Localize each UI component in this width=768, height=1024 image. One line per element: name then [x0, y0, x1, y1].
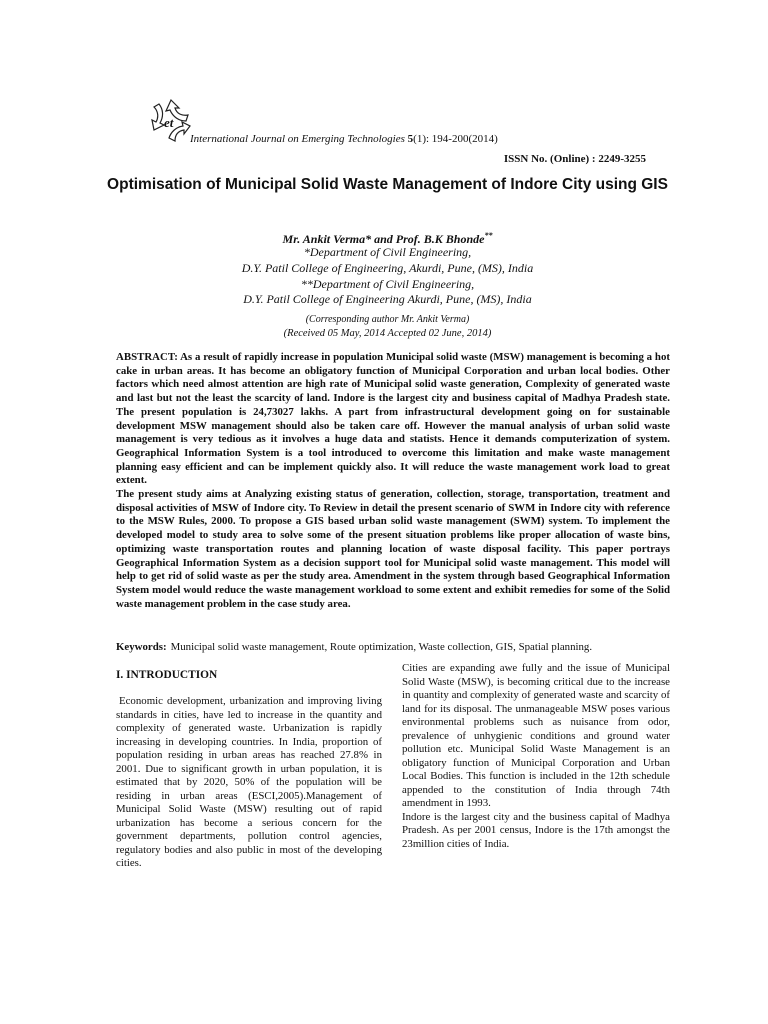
journal-issue-pages: (1): 194-200(2014)	[413, 133, 498, 145]
affiliation-4: D.Y. Patil College of Engineering Akurdi, Pune, (MS), India	[243, 292, 532, 306]
logo-text: et	[164, 115, 174, 130]
journal-citation	[190, 133, 498, 145]
author-sup: **	[484, 231, 493, 240]
keywords	[116, 641, 670, 654]
journal-logo	[146, 96, 196, 144]
received-dates: (Received 05 May, 2014 Accepted 02 June, 2014)	[283, 328, 492, 339]
keywords-text: Municipal solid waste management, Route optimization, Waste collection, GIS, Spatial planning.	[170, 641, 593, 653]
affiliation-2: D.Y. Patil College of Engineering, Akurdi, Pune, (MS), India	[241, 261, 534, 275]
right-column	[402, 662, 670, 851]
journal-volume: 5	[407, 133, 414, 145]
left-column	[116, 668, 382, 871]
abstract-paragraph-1: ABSTRACT: As a result of rapidly increase in population Municipal solid waste (MSW) management is becoming a hot cake in urban areas. It has become an obligatory function of Municipal Corporation and urban local bodies. Other factors which need almost attention are high rate of Municipal solid waste generation, Complexity of generated waste and last but not the least the scarcity of land. Indore is the largest city and business capital of Madhya Pradesh state. The present population is 24,73027 lakhs. A part from infrastructural development going on for sustainable development MSW management should also be taken care off. However the manual analysis of urban solid waste management is very tedious as it involves a huge data and statists. Hence it demands computerization of system. Geographical Information System is a tool introduced to overcome this limitation and make waste management planning easy efficient and can be implement quickly also. It will reduce the waste management work load to great extent.	[116, 351, 670, 487]
intro-paragraph-3: Indore is the largest city and the business capital of Madhya Pradesh. As per 2001 census, Indore is the 17th amongst the 23million cities of India.	[402, 810, 670, 850]
keywords-label: Keywords:	[116, 641, 167, 653]
corresponding-author: (Corresponding author Mr. Ankit Verma)	[305, 314, 470, 325]
intro-paragraph-2: Cities are expanding awe fully and the issue of Municipal Solid Waste (MSW), is becoming critical due to the increase in quantity and complexity of generated waste and scarcity of land for its disposal. The unmanageable MSW poses various environmental problems such as nuisance from odor, prevalence of unhygienic conditions and ground water pollution etc. Municipal Solid Waste Management is an obligatory function of Municipal Corporation and Urban Local Bodies. This function is included in the 12th schedule appended to the constitution of India through 74th amendment in 1993.	[402, 662, 670, 809]
abstract-paragraph-2: The present study aims at Analyzing existing status of generation, collection, storage, transportation, treatment and disposal activities of MSW of Indore city. To Review in detail the present scenario of SWM in Indore city with reference to the MSW Rules, 2000. To propose a GIS based urban solid waste management (SWM) system. To implement the developed model to study area to solve some of the present situation problems like proper allocation of waste bins, optimizing waste transportation routes and planning location of waste disposal facility. This paper portrays Geographical Information System as a decision support tool for Municipal solid waste management. This model will help to get rid of solid waste as per the study area. Amendment in the system through based Geographical Information System model would reduce the waste management workload to some extent and exhibit remedies for some of the Solid waste management problem in the case study area.	[116, 488, 670, 610]
author-names-text: Mr. Ankit Verma* and Prof. B.K Bhonde	[282, 232, 485, 246]
abstract	[116, 351, 670, 611]
affiliation-1: *Department of Civil Engineering,	[303, 245, 472, 259]
intro-paragraph-1: Economic development, urbanization and improving living standards in cities, have led to increase in the quantity and complexity of generated waste. Urbanization is rapidly increasing in developing countries. In India, proportion of population residing in urban areas has reached 27.8% in 2001. Due to significant growth in urban population, it is estimated that by 2020, 50% of the population will be residing in urban areas (ESCI,2005).Management of Municipal Solid Waste (MSW) resulting out of rapid urbanization has become a serious concern for the government departments, pollution control agencies, regulatory bodies and also public in most of the developing cities.	[116, 695, 382, 869]
paper-title: Optimisation of Municipal Solid Waste Management of Indore City using GIS	[107, 176, 668, 193]
journal-name: International Journal on Emerging Technologies	[190, 133, 405, 145]
issn-number: ISSN No. (Online) : 2249-3255	[503, 153, 646, 165]
section-heading-introduction: I. INTRODUCTION	[116, 669, 218, 681]
affiliation-3: **Department of Civil Engineering,	[300, 277, 475, 291]
